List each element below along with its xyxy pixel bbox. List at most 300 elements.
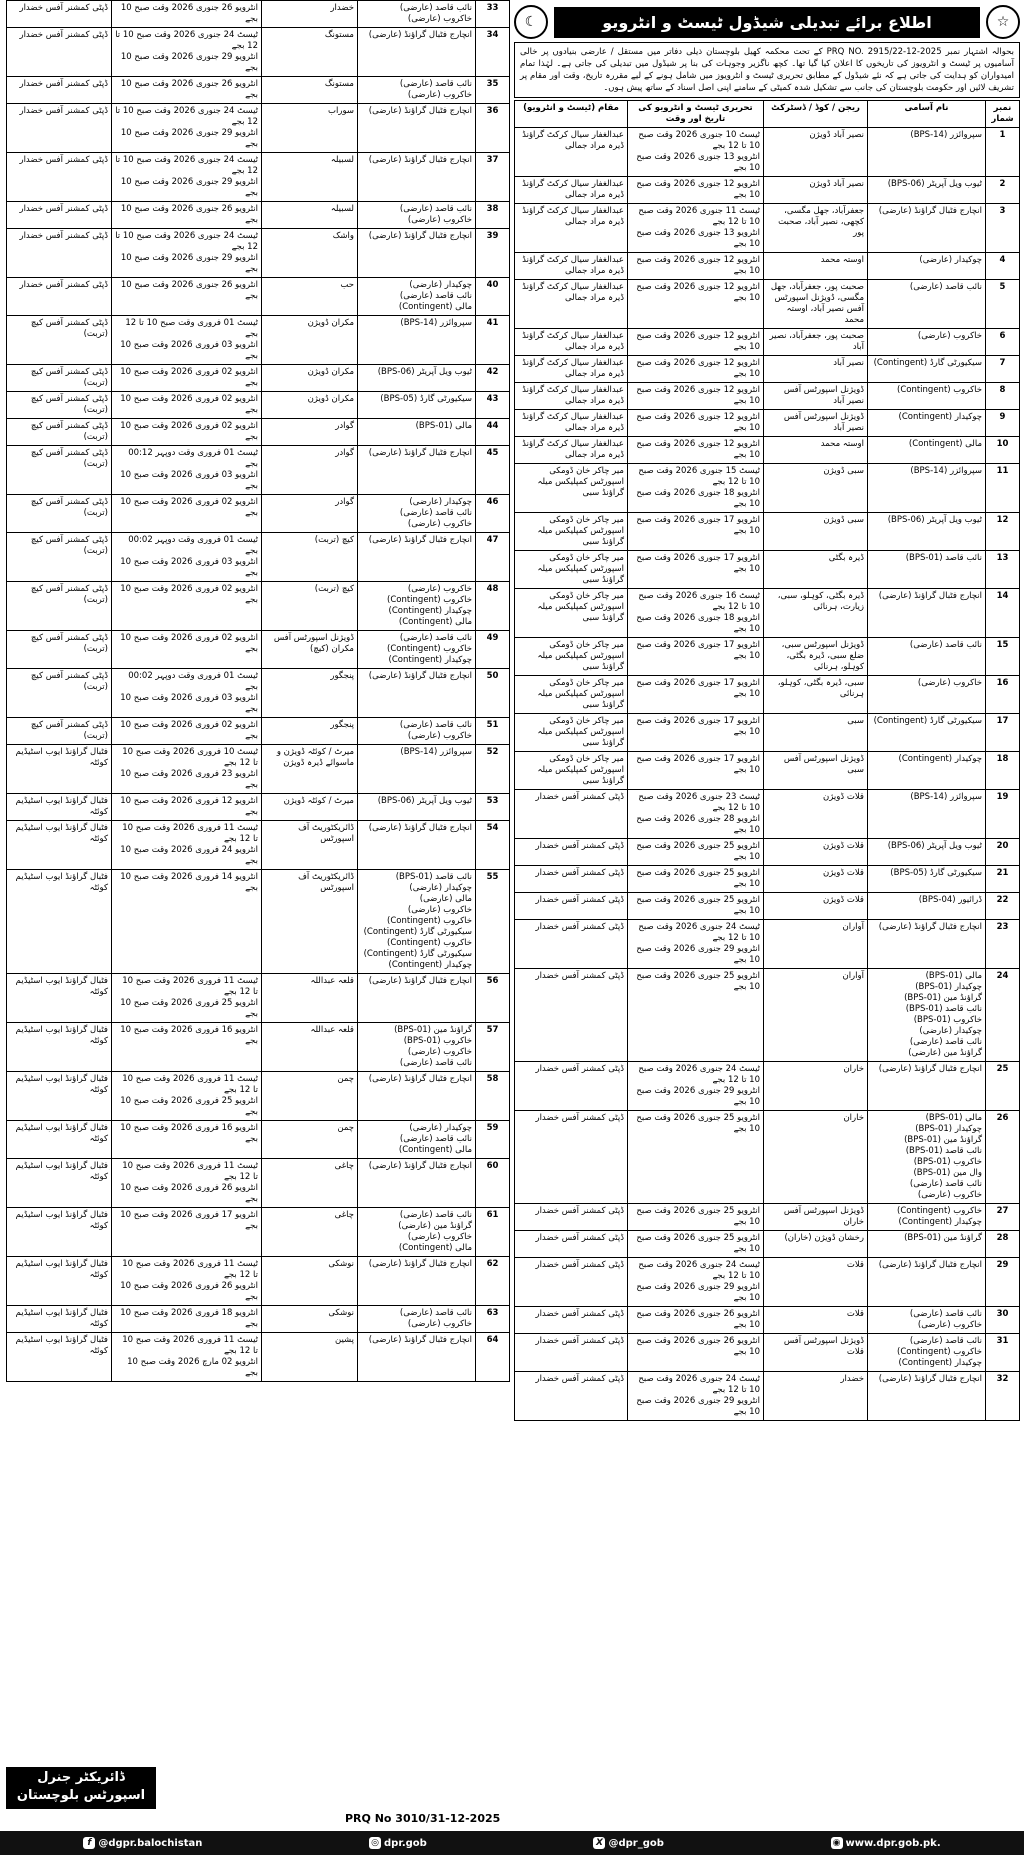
region-name: حب bbox=[262, 278, 358, 316]
table-row bbox=[7, 1306, 510, 1333]
test-date: ٹیسٹ 24 جنوری 2026 وقت صبح 10 تا 12 بجے انٹرویو 29 جنوری 2026 وقت صبح 10 بجے bbox=[112, 104, 262, 153]
table-row bbox=[7, 153, 510, 202]
notice-title: اطلاع برائے تبدیلی شیڈول ٹیسٹ و انٹرویو bbox=[554, 7, 980, 38]
row-number: 49 bbox=[476, 631, 510, 669]
venue-name: فٹبال گراؤنڈ ایوب اسٹیڈیم کوئٹہ bbox=[7, 1121, 112, 1159]
post-name: سیکیورٹی گارڈ (Contingent) bbox=[868, 714, 986, 752]
right-column bbox=[514, 0, 1020, 1855]
venue-name: ڈپٹی کمشنر آفس خضدار bbox=[515, 893, 628, 920]
row-number: 47 bbox=[476, 533, 510, 582]
region-name: قلات ڈویژن bbox=[764, 866, 868, 893]
row-number: 50 bbox=[476, 669, 510, 718]
venue-name: ڈپٹی کمشنر آفس خضدار bbox=[515, 1334, 628, 1372]
test-date: ٹیسٹ 15 جنوری 2026 وقت صبح 10 تا 12 بجے انٹرویو 18 جنوری 2026 وقت صبح 10 بجے bbox=[628, 464, 764, 513]
venue-name: فٹبال گراؤنڈ ایوب اسٹیڈیم کوئٹہ bbox=[7, 821, 112, 870]
table-row bbox=[515, 589, 1020, 638]
prq-number: PRQ No 3010/31-12-2025 bbox=[345, 1812, 501, 1825]
venue-name: ڈپٹی کمشنر آفس خضدار bbox=[7, 28, 112, 77]
venue-name: میر چاکر خان ڈومکی اسپورٹس کمپلیکس میلہ گراؤنڈ سبی bbox=[515, 464, 628, 513]
row-number: 60 bbox=[476, 1159, 510, 1208]
table-row bbox=[515, 128, 1020, 177]
table-row bbox=[515, 1372, 1020, 1421]
test-date: ٹیسٹ 23 جنوری 2026 وقت صبح 10 تا 12 بجے انٹرویو 28 جنوری 2026 وقت صبح 10 بجے bbox=[628, 790, 764, 839]
region-name: پنجگور bbox=[262, 669, 358, 718]
facebook-handle: @dgpr.balochistan bbox=[98, 1837, 203, 1849]
venue-name: ڈپٹی کمشنر آفس خضدار bbox=[515, 1307, 628, 1334]
region-name: میرٹ / کوئٹہ ڈویژن bbox=[262, 794, 358, 821]
region-name: قلات bbox=[764, 1258, 868, 1307]
row-number: 27 bbox=[986, 1204, 1020, 1231]
row-number: 29 bbox=[986, 1258, 1020, 1307]
post-name: خاکروب (عارضی) bbox=[868, 329, 986, 356]
region-name: صحبت پور، جعفرآباد، جھل مگسی، ڈویژنل اسپورٹس آفس نصیر آباد، اوستہ محمد bbox=[764, 280, 868, 329]
test-date: انٹرویو 02 فروری 2026 وقت صبح 10 بجے bbox=[112, 365, 262, 392]
row-number: 2 bbox=[986, 177, 1020, 204]
test-date: انٹرویو 26 جنوری 2026 وقت صبح 10 بجے bbox=[628, 1334, 764, 1372]
header-post: نام آسامی bbox=[868, 101, 986, 128]
post-name: نائب قاصد (عارضی) خاکروب (عارضی) bbox=[358, 1, 476, 28]
row-number: 18 bbox=[986, 752, 1020, 790]
row-number: 30 bbox=[986, 1307, 1020, 1334]
post-name: انچارج فٹبال گراؤنڈ (عارضی) bbox=[868, 1062, 986, 1111]
test-date: ٹیسٹ 10 فروری 2026 وقت صبح 10 تا 12 بجے انٹرویو 23 فروری 2026 وقت صبح 10 بجے bbox=[112, 745, 262, 794]
post-name: انچارج فٹبال گراؤنڈ (عارضی) bbox=[868, 1258, 986, 1307]
region-name: نصیر آباد ڈویژن bbox=[764, 128, 868, 177]
test-date: انٹرویو 26 جنوری 2026 وقت صبح 10 بجے bbox=[112, 278, 262, 316]
row-number: 4 bbox=[986, 253, 1020, 280]
table-row bbox=[7, 446, 510, 495]
table-row bbox=[7, 718, 510, 745]
table-row bbox=[7, 104, 510, 153]
table-row bbox=[515, 1204, 1020, 1231]
region-name: میرٹ / کوئٹہ ڈویژن و ماسوائے ڈیرہ ڈویژن bbox=[262, 745, 358, 794]
test-date: ٹیسٹ 11 فروری 2026 وقت صبح 10 تا 12 بجے انٹرویو 24 فروری 2026 وقت صبح 10 بجے bbox=[112, 821, 262, 870]
venue-name: عبدالغفار سیال کرکٹ گراؤنڈ ڈیرہ مراد جمالی bbox=[515, 204, 628, 253]
post-name: انچارج فٹبال گراؤنڈ (عارضی) bbox=[358, 1257, 476, 1306]
table-row bbox=[515, 356, 1020, 383]
post-name: نائب قاصد (BPS-01) چوکیدار (عارضی) مالی (عارضی) خاکروب (عارضی) خاکروب (Contingent) سیکیورٹی گارڈ (Contingent) خاکروب (Contingent) سیکیورٹی گارڈ (Contingent) چوکیدار (Contingent) bbox=[358, 870, 476, 974]
post-name: چوکیدار (Contingent) bbox=[868, 752, 986, 790]
test-date: انٹرویو 02 فروری 2026 وقت صبح 10 بجے bbox=[112, 392, 262, 419]
region-name: مکران ڈویژن bbox=[262, 365, 358, 392]
row-number: 44 bbox=[476, 419, 510, 446]
venue-name: ڈپٹی کمشنر آفس خضدار bbox=[7, 77, 112, 104]
table-row bbox=[515, 920, 1020, 969]
test-date: انٹرویو 16 فروری 2026 وقت صبح 10 بجے bbox=[112, 1121, 262, 1159]
table-row bbox=[7, 974, 510, 1023]
sports-logo-icon: ☆ bbox=[986, 5, 1020, 39]
table-row bbox=[515, 383, 1020, 410]
venue-name: عبدالغفار سیال کرکٹ گراؤنڈ ڈیرہ مراد جمالی bbox=[515, 329, 628, 356]
region-name: چاغی bbox=[262, 1159, 358, 1208]
test-date: انٹرویو 25 جنوری 2026 وقت صبح 10 بجے bbox=[628, 1111, 764, 1204]
table-row bbox=[515, 866, 1020, 893]
region-name: قلعہ عبداللہ bbox=[262, 974, 358, 1023]
test-date: انٹرویو 02 فروری 2026 وقت صبح 10 بجے bbox=[112, 718, 262, 745]
table-row bbox=[7, 278, 510, 316]
region-name: خاران bbox=[764, 1062, 868, 1111]
post-name: انچارج فٹبال گراؤنڈ (عارضی) bbox=[358, 153, 476, 202]
website-url: www.dpr.gob.pk. bbox=[845, 1837, 941, 1849]
region-name: پشین bbox=[262, 1333, 358, 1382]
post-name: ٹیوب ویل آپریٹر (BPS-06) bbox=[358, 365, 476, 392]
table-row bbox=[515, 177, 1020, 204]
table-row bbox=[7, 745, 510, 794]
left-column bbox=[6, 0, 510, 1855]
post-name: سیکیورٹی گارڈ (Contingent) bbox=[868, 356, 986, 383]
table-row bbox=[515, 1334, 1020, 1372]
row-number: 6 bbox=[986, 329, 1020, 356]
region-name: ڈویژنل اسپورٹس آفس قلات bbox=[764, 1334, 868, 1372]
region-name: نصیر آباد bbox=[764, 356, 868, 383]
venue-name: ڈپٹی کمشنر آفس کیچ (تربت) bbox=[7, 533, 112, 582]
globe-icon: ◉ bbox=[831, 1837, 843, 1849]
table-row bbox=[7, 419, 510, 446]
venue-name: ڈپٹی کمشنر آفس خضدار bbox=[7, 1, 112, 28]
post-name: سپروائزر (BPS-14) bbox=[358, 745, 476, 794]
post-name: نائب قاصد (عارضی) خاکروب (عارضی) bbox=[358, 77, 476, 104]
table-row bbox=[7, 1333, 510, 1382]
table-row bbox=[515, 752, 1020, 790]
venue-name: ڈپٹی کمشنر آفس خضدار bbox=[7, 229, 112, 278]
row-number: 62 bbox=[476, 1257, 510, 1306]
post-name: ٹیوب ویل آپریٹر (BPS-06) bbox=[358, 794, 476, 821]
row-number: 38 bbox=[476, 202, 510, 229]
right-table-body bbox=[515, 128, 1020, 1421]
post-name: انچارج فٹبال گراؤنڈ (عارضی) bbox=[358, 974, 476, 1023]
government-logo-icon: ☾ bbox=[514, 5, 548, 39]
test-date: انٹرویو 17 جنوری 2026 وقت صبح 10 بجے bbox=[628, 752, 764, 790]
test-date: انٹرویو 17 جنوری 2026 وقت صبح 10 بجے bbox=[628, 714, 764, 752]
venue-name: فٹبال گراؤنڈ ایوب اسٹیڈیم کوئٹہ bbox=[7, 794, 112, 821]
header-date: تحریری ٹیسٹ و انٹرویو کی تاریخ اور وقت bbox=[628, 101, 764, 128]
row-number: 31 bbox=[986, 1334, 1020, 1372]
table-row bbox=[7, 1, 510, 28]
region-name: ڈویژنل اسپورٹس آفس خاران bbox=[764, 1204, 868, 1231]
table-row bbox=[515, 513, 1020, 551]
venue-name: فٹبال گراؤنڈ ایوب اسٹیڈیم کوئٹہ bbox=[7, 1208, 112, 1257]
row-number: 7 bbox=[986, 356, 1020, 383]
region-name: واشک bbox=[262, 229, 358, 278]
region-name: ڈویژنل اسپورٹس آفس مکران (کیچ) bbox=[262, 631, 358, 669]
facebook-link[interactable] bbox=[83, 1837, 202, 1849]
post-name: انچارج فٹبال گراؤنڈ (عارضی) bbox=[358, 533, 476, 582]
region-name: خضدار bbox=[764, 1372, 868, 1421]
region-name: پنجگور bbox=[262, 718, 358, 745]
region-name: سبی ڈویژن bbox=[764, 513, 868, 551]
post-name: انچارج فٹبال گراؤنڈ (عارضی) bbox=[358, 821, 476, 870]
post-name: سیکیورٹی گارڈ (BPS-05) bbox=[358, 392, 476, 419]
table-row bbox=[515, 437, 1020, 464]
table-row bbox=[515, 1231, 1020, 1258]
region-name: ڈویژنل اسپورٹس آفس نصیر آباد bbox=[764, 383, 868, 410]
region-name: اوستہ محمد bbox=[764, 253, 868, 280]
post-name: خاکروب (عارضی) خاکروب (Contingent) چوکیدار (Contingent) مالی (Contingent) bbox=[358, 582, 476, 631]
test-date: ٹیسٹ 11 فروری 2026 وقت صبح 10 تا 12 بجے انٹرویو 26 فروری 2026 وقت صبح 10 بجے bbox=[112, 1159, 262, 1208]
notice-intro: بحوالہ اشتہار نمبر PRQ NO. 2915/22-12-2025 کے تحت محکمہ کھیل بلوچستان ذیلی دفاتر میں مستقل / عارضی بنیادوں پر خالی آسامیوں پر ٹیسٹ و انٹرویوز کی تاریخوں کا اعلان کیا گیا تھا۔ کچھ ناگزیر وجوہات کی بنا پر شیڈول میں تبدیلی کی جاتی ہے۔ لہٰذا تمام امیدواران کو ہدایت کی جاتی ہے کہ نئے شیڈول کے مطابق تحریری ٹیسٹ و انٹرویوز میں شامل ہونے کے لیے مقررہ تاریخ، وقت اور مقام پر تشریف لائیں اور حکومت بلوچستان کی جانب سے تشکیل شدہ کمیٹی کے سامنے اپنی اصل اسناد کے ساتھ پیش ہوں۔ bbox=[514, 42, 1020, 98]
venue-name: فٹبال گراؤنڈ ایوب اسٹیڈیم کوئٹہ bbox=[7, 1306, 112, 1333]
row-number: 46 bbox=[476, 495, 510, 533]
row-number: 41 bbox=[476, 316, 510, 365]
region-name: قلعہ عبداللہ bbox=[262, 1023, 358, 1072]
post-name: نائب قاصد (عارضی) خاکروب (Contingent) چوکیدار (Contingent) bbox=[358, 631, 476, 669]
table-row bbox=[7, 1159, 510, 1208]
test-date: انٹرویو 25 جنوری 2026 وقت صبح 10 بجے bbox=[628, 839, 764, 866]
venue-name: عبدالغفار سیال کرکٹ گراؤنڈ ڈیرہ مراد جمالی bbox=[515, 280, 628, 329]
post-name: چوکیدار (عارضی) نائب قاصد (عارضی) خاکروب (عارضی) bbox=[358, 495, 476, 533]
row-number: 54 bbox=[476, 821, 510, 870]
post-name: ٹیوب ویل آپریٹر (BPS-06) bbox=[868, 839, 986, 866]
post-name: ٹیوب ویل آپریٹر (BPS-06) bbox=[868, 513, 986, 551]
header-num: نمبر شمار bbox=[986, 101, 1020, 128]
table-row bbox=[515, 1307, 1020, 1334]
venue-name: ڈپٹی کمشنر آفس خضدار bbox=[7, 153, 112, 202]
table-row bbox=[7, 794, 510, 821]
region-name: چمن bbox=[262, 1121, 358, 1159]
test-date: انٹرویو 17 جنوری 2026 وقت صبح 10 بجے bbox=[628, 513, 764, 551]
venue-name: عبدالغفار سیال کرکٹ گراؤنڈ ڈیرہ مراد جمالی bbox=[515, 437, 628, 464]
table-row bbox=[515, 1111, 1020, 1204]
venue-name: فٹبال گراؤنڈ ایوب اسٹیڈیم کوئٹہ bbox=[7, 1333, 112, 1382]
test-date: انٹرویو 17 فروری 2026 وقت صبح 10 بجے bbox=[112, 1208, 262, 1257]
post-name: نائب قاصد (عارضی) گراؤنڈ مین (عارضی) خاکروب (عارضی) مالی (Contingent) bbox=[358, 1208, 476, 1257]
row-number: 20 bbox=[986, 839, 1020, 866]
test-date: ٹیسٹ 16 جنوری 2026 وقت صبح 10 تا 12 بجے انٹرویو 18 جنوری 2026 وقت صبح 10 بجے bbox=[628, 589, 764, 638]
row-number: 8 bbox=[986, 383, 1020, 410]
table-row bbox=[515, 893, 1020, 920]
notice-header bbox=[514, 4, 1020, 40]
venue-name: فٹبال گراؤنڈ ایوب اسٹیڈیم کوئٹہ bbox=[7, 870, 112, 974]
row-number: 63 bbox=[476, 1306, 510, 1333]
venue-name: عبدالغفار سیال کرکٹ گراؤنڈ ڈیرہ مراد جمالی bbox=[515, 177, 628, 204]
test-date: انٹرویو 25 جنوری 2026 وقت صبح 10 بجے bbox=[628, 1204, 764, 1231]
row-number: 32 bbox=[986, 1372, 1020, 1421]
post-name: نائب قاصد (عارضی) خاکروب (Contingent) چوکیدار (Contingent) bbox=[868, 1334, 986, 1372]
test-date: انٹرویو 02 فروری 2026 وقت صبح 10 بجے bbox=[112, 419, 262, 446]
test-date: انٹرویو 16 فروری 2026 وقت صبح 10 بجے bbox=[112, 1023, 262, 1072]
test-date: انٹرویو 17 جنوری 2026 وقت صبح 10 بجے bbox=[628, 676, 764, 714]
test-date: ٹیسٹ 11 فروری 2026 وقت صبح 10 تا 12 بجے انٹرویو 25 فروری 2026 وقت صبح 10 بجے bbox=[112, 1072, 262, 1121]
test-date: انٹرویو 25 جنوری 2026 وقت صبح 10 بجے bbox=[628, 1231, 764, 1258]
post-name: خاکروب (Contingent) bbox=[868, 383, 986, 410]
row-number: 22 bbox=[986, 893, 1020, 920]
twitter-handle: @dpr_gob bbox=[608, 1837, 664, 1849]
row-number: 10 bbox=[986, 437, 1020, 464]
post-name: انچارج فٹبال گراؤنڈ (عارضی) bbox=[358, 1159, 476, 1208]
region-name: نوشکی bbox=[262, 1306, 358, 1333]
venue-name: ڈپٹی کمشنر آفس خضدار bbox=[515, 920, 628, 969]
venue-name: میر چاکر خان ڈومکی اسپورٹس کمپلیکس میلہ گراؤنڈ سبی bbox=[515, 589, 628, 638]
facebook-icon: f bbox=[83, 1837, 95, 1849]
table-row bbox=[7, 669, 510, 718]
test-date: انٹرویو 12 جنوری 2026 وقت صبح 10 بجے bbox=[628, 177, 764, 204]
table-row bbox=[515, 204, 1020, 253]
test-date: ٹیسٹ 24 جنوری 2026 وقت صبح 10 تا 12 بجے انٹرویو 29 جنوری 2026 وقت صبح 10 بجے bbox=[628, 1062, 764, 1111]
table-row bbox=[7, 1072, 510, 1121]
row-number: 25 bbox=[986, 1062, 1020, 1111]
test-date: انٹرویو 12 جنوری 2026 وقت صبح 10 بجے bbox=[628, 437, 764, 464]
region-name: ڈویژنل اسپورٹس سبی، ضلع سبی، ڈیرہ بگٹی، کوہلو، ہرنائی bbox=[764, 638, 868, 676]
region-name: ڈویژنل اسپورٹس آفس نصیر آباد bbox=[764, 410, 868, 437]
venue-name: میر چاکر خان ڈومکی اسپورٹس کمپلیکس میلہ گراؤنڈ سبی bbox=[515, 638, 628, 676]
table-row bbox=[515, 253, 1020, 280]
venue-name: ڈپٹی کمشنر آفس خضدار bbox=[515, 839, 628, 866]
region-name: رخشان ڈویژن (خاران) bbox=[764, 1231, 868, 1258]
test-date: ٹیسٹ 24 جنوری 2026 وقت صبح 10 تا 12 بجے انٹرویو 29 جنوری 2026 وقت صبح 10 بجے bbox=[628, 1372, 764, 1421]
row-number: 39 bbox=[476, 229, 510, 278]
venue-name: عبدالغفار سیال کرکٹ گراؤنڈ ڈیرہ مراد جمالی bbox=[515, 253, 628, 280]
post-name: انچارج فٹبال گراؤنڈ (عارضی) bbox=[358, 1072, 476, 1121]
table-row bbox=[7, 870, 510, 974]
left-table-body bbox=[7, 1, 510, 1382]
row-number: 48 bbox=[476, 582, 510, 631]
header-venue: مقام (ٹیسٹ و انٹرویو) bbox=[515, 101, 628, 128]
region-name: ڈائریکٹوریٹ آف اسپورٹس bbox=[262, 821, 358, 870]
table-row bbox=[515, 329, 1020, 356]
row-number: 58 bbox=[476, 1072, 510, 1121]
test-date: انٹرویو 17 جنوری 2026 وقت صبح 10 بجے bbox=[628, 638, 764, 676]
row-number: 64 bbox=[476, 1333, 510, 1382]
region-name: گوادر bbox=[262, 495, 358, 533]
post-name: نائب قاصد (عارضی) bbox=[868, 638, 986, 676]
test-date: ٹیسٹ 01 فروری وقت دوپہر 00:02 بجے انٹرویو 03 فروری 2026 وقت صبح 10 بجے bbox=[112, 533, 262, 582]
region-name: آواران bbox=[764, 969, 868, 1062]
row-number: 24 bbox=[986, 969, 1020, 1062]
region-name: ڈویژنل اسپورٹس آفس سبی bbox=[764, 752, 868, 790]
venue-name: ڈپٹی کمشنر آفس کیچ (تربت) bbox=[7, 669, 112, 718]
region-name: چاغی bbox=[262, 1208, 358, 1257]
table-row bbox=[7, 582, 510, 631]
region-name: آواران bbox=[764, 920, 868, 969]
venue-name: ڈپٹی کمشنر آفس خضدار bbox=[515, 969, 628, 1062]
region-name: نصیر آباد ڈویژن bbox=[764, 177, 868, 204]
twitter-link[interactable] bbox=[593, 1837, 663, 1849]
venue-name: ڈپٹی کمشنر آفس کیچ (تربت) bbox=[7, 631, 112, 669]
test-date: ٹیسٹ 11 فروری 2026 وقت صبح 10 تا 12 بجے انٹرویو 26 فروری 2026 وقت صبح 10 بجے bbox=[112, 1257, 262, 1306]
row-number: 53 bbox=[476, 794, 510, 821]
table-row bbox=[7, 229, 510, 278]
test-date: ٹیسٹ 24 جنوری 2026 وقت صبح 10 تا 12 بجے انٹرویو 29 جنوری 2026 وقت صبح 10 بجے bbox=[112, 28, 262, 77]
venue-name: فٹبال گراؤنڈ ایوب اسٹیڈیم کوئٹہ bbox=[7, 745, 112, 794]
test-date: انٹرویو 25 جنوری 2026 وقت صبح 10 بجے bbox=[628, 866, 764, 893]
row-number: 5 bbox=[986, 280, 1020, 329]
test-date: انٹرویو 12 جنوری 2026 وقت صبح 10 بجے bbox=[628, 356, 764, 383]
post-name: نائب قاصد (عارضی) خاکروب (عارضی) bbox=[868, 1307, 986, 1334]
table-row bbox=[7, 1121, 510, 1159]
venue-name: ڈپٹی کمشنر آفس خضدار bbox=[515, 1258, 628, 1307]
test-date: ٹیسٹ 24 جنوری 2026 وقت صبح 10 تا 12 بجے انٹرویو 29 جنوری 2026 وقت صبح 10 بجے bbox=[112, 229, 262, 278]
venue-name: عبدالغفار سیال کرکٹ گراؤنڈ ڈیرہ مراد جمالی bbox=[515, 356, 628, 383]
post-name: گراؤنڈ مین (BPS-01) bbox=[868, 1231, 986, 1258]
post-name: انچارج فٹبال گراؤنڈ (عارضی) bbox=[358, 28, 476, 77]
table-row bbox=[515, 1258, 1020, 1307]
venue-name: میر چاکر خان ڈومکی اسپورٹس کمپلیکس میلہ گراؤنڈ سبی bbox=[515, 551, 628, 589]
region-name: گوادر bbox=[262, 419, 358, 446]
row-number: 13 bbox=[986, 551, 1020, 589]
venue-name: میر چاکر خان ڈومکی اسپورٹس کمپلیکس میلہ گراؤنڈ سبی bbox=[515, 714, 628, 752]
table-row bbox=[7, 202, 510, 229]
row-number: 61 bbox=[476, 1208, 510, 1257]
table-row bbox=[7, 631, 510, 669]
post-name: چوکیدار (عارضی) نائب قاصد (عارضی) مالی (Contingent) bbox=[358, 278, 476, 316]
table-row bbox=[7, 365, 510, 392]
row-number: 15 bbox=[986, 638, 1020, 676]
venue-name: ڈپٹی کمشنر آفس خضدار bbox=[7, 278, 112, 316]
region-name: ڈیرہ بگٹی، کوہلو، سبی، زیارت، ہرنائی bbox=[764, 589, 868, 638]
region-name: کیچ (تربت) bbox=[262, 533, 358, 582]
venue-name: ڈپٹی کمشنر آفس کیچ (تربت) bbox=[7, 582, 112, 631]
region-name: جعفرآباد، جھل مگسی، کچھی، نصیر آباد، صحبت پور bbox=[764, 204, 868, 253]
venue-name: ڈپٹی کمشنر آفس کیچ (تربت) bbox=[7, 392, 112, 419]
row-number: 33 bbox=[476, 1, 510, 28]
row-number: 12 bbox=[986, 513, 1020, 551]
test-date: انٹرویو 02 فروری 2026 وقت صبح 10 بجے bbox=[112, 582, 262, 631]
row-number: 28 bbox=[986, 1231, 1020, 1258]
table-row bbox=[515, 551, 1020, 589]
row-number: 23 bbox=[986, 920, 1020, 969]
test-date: ٹیسٹ 11 فروری 2026 وقت صبح 10 تا 12 بجے انٹرویو 25 فروری 2026 وقت صبح 10 بجے bbox=[112, 974, 262, 1023]
post-name: سپروائزر (BPS-14) bbox=[358, 316, 476, 365]
region-name: مکران ڈویژن bbox=[262, 316, 358, 365]
venue-name: میر چاکر خان ڈومکی اسپورٹس کمپلیکس میلہ گراؤنڈ سبی bbox=[515, 676, 628, 714]
region-name: گوادر bbox=[262, 446, 358, 495]
row-number: 14 bbox=[986, 589, 1020, 638]
post-name: انچارج فٹبال گراؤنڈ (عارضی) bbox=[358, 229, 476, 278]
post-name: انچارج فٹبال گراؤنڈ (عارضی) bbox=[868, 1372, 986, 1421]
test-date: ٹیسٹ 24 جنوری 2026 وقت صبح 10 تا 12 بجے انٹرویو 29 جنوری 2026 وقت صبح 10 بجے bbox=[112, 153, 262, 202]
post-name: سپروائزر (BPS-14) bbox=[868, 790, 986, 839]
test-date: انٹرویو 12 جنوری 2026 وقت صبح 10 بجے bbox=[628, 329, 764, 356]
row-number: 9 bbox=[986, 410, 1020, 437]
venue-name: ڈپٹی کمشنر آفس کیچ (تربت) bbox=[7, 365, 112, 392]
row-number: 59 bbox=[476, 1121, 510, 1159]
post-name: سیکیورٹی گارڈ (BPS-05) bbox=[868, 866, 986, 893]
table-row bbox=[7, 316, 510, 365]
row-number: 56 bbox=[476, 974, 510, 1023]
row-number: 11 bbox=[986, 464, 1020, 513]
test-date: ٹیسٹ 11 جنوری 2026 وقت صبح 10 تا 12 بجے انٹرویو 13 جنوری 2026 وقت صبح 10 بجے bbox=[628, 204, 764, 253]
post-name: سپروائزر (BPS-14) bbox=[868, 464, 986, 513]
post-name: نائب قاصد (عارضی) خاکروب (عارضی) bbox=[358, 202, 476, 229]
test-date: ٹیسٹ 10 جنوری 2026 وقت صبح 10 تا 12 بجے انٹرویو 13 جنوری 2026 وقت صبح 10 بجے bbox=[628, 128, 764, 177]
venue-name: ڈپٹی کمشنر آفس خضدار bbox=[515, 1231, 628, 1258]
venue-name: ڈپٹی کمشنر آفس خضدار bbox=[515, 1111, 628, 1204]
post-name: گراؤنڈ مین (BPS-01) خاکروب (BPS-01) خاکروب (عارضی) نائب قاصد (عارضی) bbox=[358, 1023, 476, 1072]
region-name: سوراب bbox=[262, 104, 358, 153]
region-name: اوستہ محمد bbox=[764, 437, 868, 464]
region-name: ڈائریکٹوریٹ آف اسپورٹس bbox=[262, 870, 358, 974]
region-name: چمن bbox=[262, 1072, 358, 1121]
post-name: انچارج فٹبال گراؤنڈ (عارضی) bbox=[358, 669, 476, 718]
table-row bbox=[515, 969, 1020, 1062]
venue-name: فٹبال گراؤنڈ ایوب اسٹیڈیم کوئٹہ bbox=[7, 1023, 112, 1072]
region-name: قلات ڈویژن bbox=[764, 839, 868, 866]
row-number: 34 bbox=[476, 28, 510, 77]
row-number: 55 bbox=[476, 870, 510, 974]
instagram-link[interactable] bbox=[369, 1837, 427, 1849]
website-link[interactable] bbox=[831, 1837, 941, 1849]
venue-name: ڈپٹی کمشنر آفس خضدار bbox=[515, 1204, 628, 1231]
test-date: انٹرویو 12 جنوری 2026 وقت صبح 10 بجے bbox=[628, 383, 764, 410]
test-date: انٹرویو 25 جنوری 2026 وقت صبح 10 بجے bbox=[628, 969, 764, 1062]
schedule-table-left bbox=[6, 0, 510, 1382]
region-name: مستونگ bbox=[262, 28, 358, 77]
schedule-table-right bbox=[514, 100, 1020, 1421]
venue-name: عبدالغفار سیال کرکٹ گراؤنڈ ڈیرہ مراد جمالی bbox=[515, 128, 628, 177]
row-number: 26 bbox=[986, 1111, 1020, 1204]
post-name: ڈرائیور (BPS-04) bbox=[868, 893, 986, 920]
venue-name: فٹبال گراؤنڈ ایوب اسٹیڈیم کوئٹہ bbox=[7, 1159, 112, 1208]
